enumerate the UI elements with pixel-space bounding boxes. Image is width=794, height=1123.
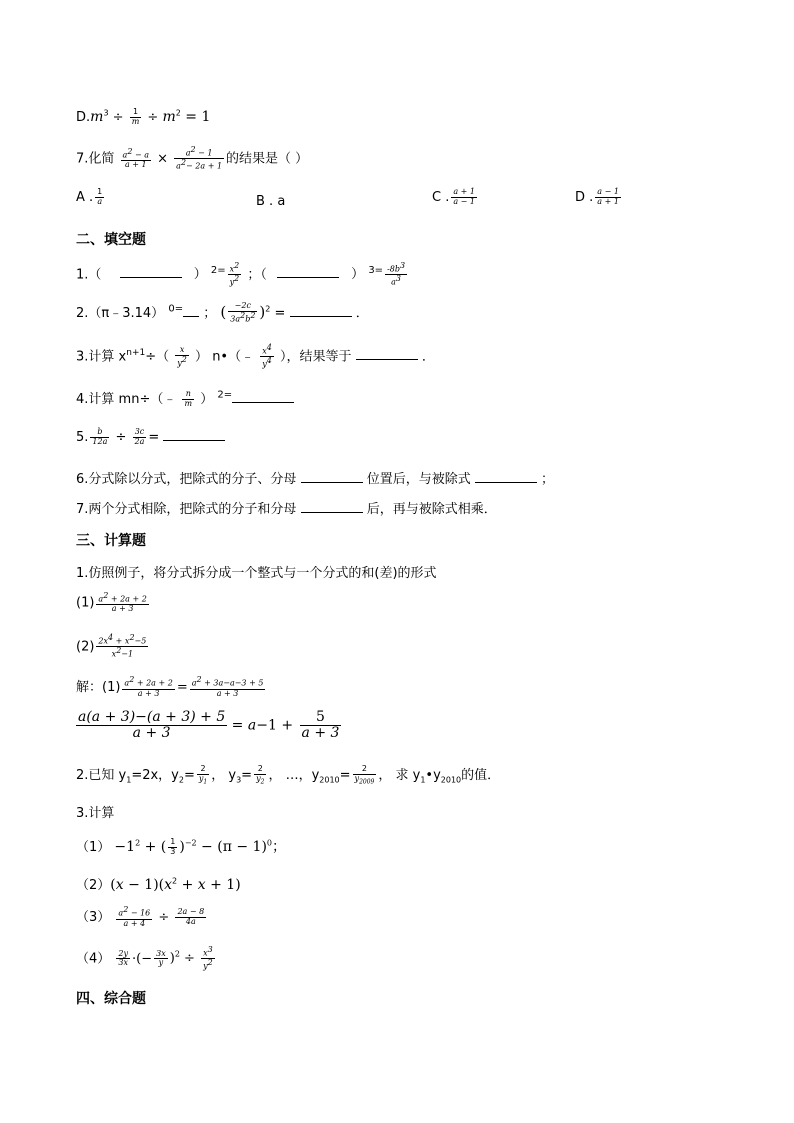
answer-blank[interactable]: [120, 265, 182, 278]
answer-blank[interactable]: [232, 390, 294, 403]
fill-question-6: 6.分式除以分式，把除式的分子、分母 位置后，与被除式 ；: [76, 472, 554, 487]
solution-line-2: $\frac{a(a + 3)-(a + 3) + 5}{a + 3}$ = a−1 + $\frac{5}{a + 3}$: [78, 709, 340, 742]
answer-blank[interactable]: [183, 304, 199, 317]
option-label: D.: [76, 109, 91, 125]
calc-question-3-part-1: $(1) -1^2$ + ( $\frac{1}{3}$ )$^{-2} - (\pi - 1)^0$；: [76, 837, 286, 856]
fraction: $\frac{a^2 - 1}{a^2- 2a + 1}$: [176, 145, 223, 172]
fraction: $\frac{a^2 - a}{a + 1}$: [122, 146, 149, 170]
fraction: $\frac{1}{m}$: [131, 107, 140, 126]
calc-question-1-part-2: (2) $\frac{2x^4 + x^2-5}{x^2-1}$: [76, 633, 147, 660]
calc-question-3: 3.计算: [76, 806, 115, 821]
answer-blank[interactable]: [475, 470, 537, 483]
question-7: 7.化简 $\frac{a^2 - a}{a + 1}$ × $\frac{a^2 - 1}{a^2- 2a + 1}$ 的结果是（ ）: [76, 145, 309, 172]
answer-blank[interactable]: [277, 265, 339, 278]
solution-line-1: 解：(1) $\frac{a^2 + 2a + 2}{a + 3}$ = $\frac{a^2 + 3a-a-3 + 5}{a + 3}$: [76, 675, 264, 698]
calc-question-3-part-2: $(2)(x - 1)(x^2 + x + 1)$: [76, 876, 241, 893]
answer-blank[interactable]: [356, 347, 418, 360]
calc-question-3-part-4: （4） $\frac{2y}{3x}$ ·(− $\frac{3x}{y}$ )$^2$ ÷ $\frac{x^3}{y^2}$: [76, 945, 213, 972]
fill-question-2: 2.（π﹣3.14） $^{0=}$ ； ( $\frac{-2c}{3a^2b^2}$ )$^2$ = ．: [76, 301, 369, 324]
calc-question-1: 1.仿照例子，将分式拆分成一个整式与一个分式的和(差)的形式: [76, 566, 437, 581]
option-d-line: $D.m^3$ ÷ $\frac{1}{m}$ ÷ $m^2 = 1$: [76, 107, 211, 126]
answer-blank[interactable]: [301, 470, 363, 483]
calc-question-1-part-1: (1) $\frac{a^2 + 2a + 2}{a + 3}$: [76, 591, 147, 614]
fill-question-5: 5. $\frac{b}{12a}$ ÷ $\frac{3c}{2a}$ =: [76, 428, 225, 447]
section-heading-comprehensive: 四、综合题: [76, 991, 146, 1007]
calc-question-3-part-3: （3） $\frac{a^2 - 16}{a + 4}$ ÷ $\frac{2a - 8}{4a}$: [76, 905, 205, 928]
fill-question-7: 7.两个分式相除，把除式的分子和分母 后，再与被除式相乘．: [76, 502, 497, 517]
section-heading-calc: 三、计算题: [76, 533, 146, 549]
section-heading-fill: 二、填空题: [76, 232, 146, 248]
fill-question-4: 4.计算 mn÷（﹣ $\frac{n}{m}$ ） $^{2=}$: [76, 388, 294, 409]
answer-blank[interactable]: [290, 304, 352, 317]
fill-question-3: 3.计算 $x^{n+1}\div$（ $\frac{x}{y^2}$ ） n•（﹣ $\frac{x^4}{y^4}$ ），结果等于 ．: [76, 343, 435, 370]
answer-blank[interactable]: [163, 428, 225, 441]
calc-question-2: 2.已知 $y_1=2x$，$y_2=$ $\frac{2}{y_1}$ ， $y_3=$ $\frac{2}{y_2}$ ， …，$y_{2010}=$ $\frac{2}{y_{2009}}$ ， 求 $y_1•y_{2010}$的值．: [76, 764, 501, 786]
answer-blank[interactable]: [301, 500, 363, 513]
fill-question-1: 1.（ ） $^{2=}$ $\frac{x^2}{y^2}$ ；（ ） $^{3=}$ $\frac{-8b^3}{a^3}$: [76, 261, 406, 288]
